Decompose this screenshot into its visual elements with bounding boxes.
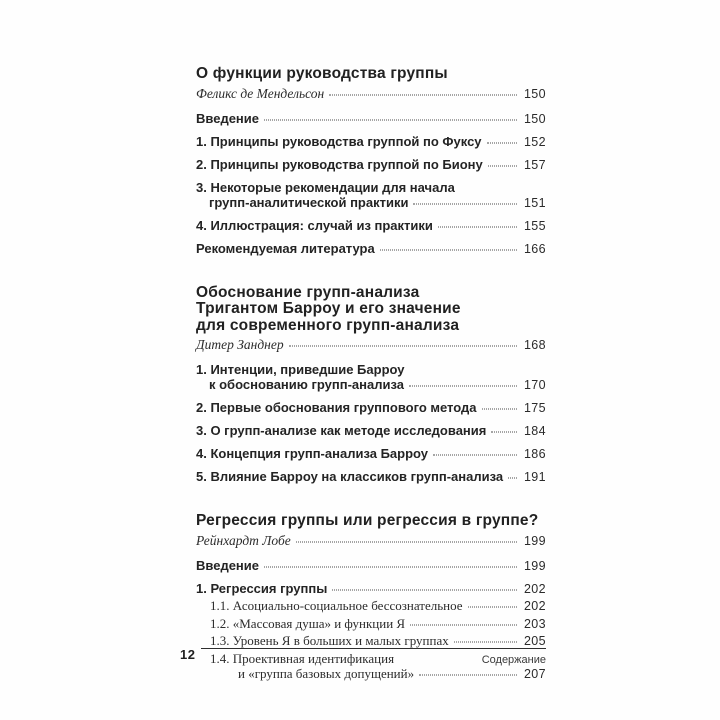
toc-entry xyxy=(196,469,546,485)
toc-entry xyxy=(196,616,546,632)
dot-leader xyxy=(419,674,517,675)
toc-entry-line xyxy=(196,581,546,597)
section-author-row xyxy=(196,86,546,102)
entry-text: Рекомендуемая литература xyxy=(196,240,375,256)
section-title-line: О функции руководства группы xyxy=(196,65,448,82)
page-number: 202 xyxy=(523,581,546,596)
author-name: Феликс де Мендельсон xyxy=(196,85,325,101)
section-title xyxy=(196,513,546,530)
dot-leader xyxy=(468,607,517,608)
toc-entry xyxy=(196,180,546,211)
entry-text: групп-аналитической практики xyxy=(209,194,409,210)
toc-entry xyxy=(196,134,546,150)
dot-leader xyxy=(296,541,517,542)
page-number: 166 xyxy=(523,241,546,256)
section-title-line: Обоснование групп-анализа xyxy=(196,283,420,301)
dot-leader xyxy=(482,409,518,410)
page-number: 184 xyxy=(523,424,546,438)
page-number: 175 xyxy=(523,401,546,415)
page-number: 150 xyxy=(523,86,546,101)
page-number: 150 xyxy=(523,111,546,126)
toc-entry-line xyxy=(196,218,546,234)
toc-entry-line xyxy=(196,157,546,173)
toc-entry-line xyxy=(196,134,546,150)
dot-leader xyxy=(289,346,517,347)
toc-entry-line xyxy=(196,362,546,377)
entry-text: 1.4. Проективная идентификация xyxy=(210,650,395,666)
dot-leader xyxy=(413,203,517,204)
entry-text: 4. Концепция групп-анализа Барроу xyxy=(196,446,429,461)
page-number: 157 xyxy=(523,157,546,172)
dot-leader xyxy=(487,142,517,143)
toc-entry xyxy=(196,446,546,462)
toc-entry-line xyxy=(196,180,546,195)
dot-leader xyxy=(438,226,517,227)
entry-text: 1.2. «Массовая душа» и функции Я xyxy=(210,615,406,631)
entry-text: и «группа базовых допущений» xyxy=(238,665,415,681)
section-title-line: Регрессия группы или регрессия в группе? xyxy=(196,512,539,529)
toc-entry-line xyxy=(196,195,546,211)
dot-leader xyxy=(264,566,517,567)
author-name: Рейнхардт Лобе xyxy=(196,532,291,548)
section-author-row xyxy=(196,337,546,353)
page-number: 199 xyxy=(523,533,546,548)
page-number: 186 xyxy=(523,447,546,461)
dot-leader xyxy=(332,589,517,590)
page-number: 170 xyxy=(523,378,546,392)
entry-text: 3. Некоторые рекомендации для начала xyxy=(196,179,455,195)
dot-leader xyxy=(380,249,517,250)
page-number: 205 xyxy=(523,634,546,648)
toc-entry-line xyxy=(210,616,546,632)
dot-leader xyxy=(488,165,517,166)
toc-entry xyxy=(196,111,546,127)
entry-text: 2. Первые обоснования группового метода xyxy=(196,400,477,415)
toc-entry-line xyxy=(196,400,546,416)
dot-leader xyxy=(264,119,517,120)
toc-entry xyxy=(196,423,546,439)
toc-section xyxy=(196,285,546,486)
toc-entry xyxy=(196,362,546,393)
section-author-row xyxy=(196,533,546,549)
toc-entry xyxy=(196,218,546,234)
toc-entry xyxy=(196,400,546,416)
entry-text: 5. Влияние Барроу на классиков групп-анализа xyxy=(196,469,504,484)
dot-leader xyxy=(409,386,517,387)
toc-sections xyxy=(196,66,546,682)
section-title xyxy=(196,66,546,83)
entry-text: Введение xyxy=(196,110,259,126)
page-number: 203 xyxy=(523,616,546,631)
page-number: 191 xyxy=(523,470,546,484)
page-number: 199 xyxy=(523,558,546,573)
entry-text: 1. Интенции, приведшие Барроу xyxy=(196,362,405,377)
toc-entry xyxy=(196,598,546,614)
entry-text: 1. Регрессия группы xyxy=(196,580,328,596)
page-number: 168 xyxy=(523,338,546,352)
toc-entry-line xyxy=(196,469,546,485)
entry-text: 1.3. Уровень Я в больших и малых группах xyxy=(210,633,449,648)
page-number: 202 xyxy=(523,599,546,613)
folio-page-number: 12 xyxy=(180,647,196,662)
dot-leader xyxy=(329,94,517,95)
footer-running-title: Содержание xyxy=(481,654,546,666)
author-name: Дитер Занднер xyxy=(196,337,284,352)
entry-text: 1. Принципы руководства группой по Фуксу xyxy=(196,133,482,149)
page-number: 155 xyxy=(523,218,546,233)
entry-text: 2. Принципы руководства группой по Биону xyxy=(196,156,483,172)
toc-entry-line xyxy=(196,241,546,257)
toc-entry xyxy=(196,558,546,574)
toc-section xyxy=(196,66,546,257)
entry-text: 4. Иллюстрация: случай из практики xyxy=(196,217,433,233)
dot-leader xyxy=(491,432,517,433)
entry-text: к обоснованию групп-анализа xyxy=(209,377,405,392)
toc-entry-line xyxy=(196,377,546,393)
entry-text: 3. О групп-анализе как методе исследования xyxy=(196,423,487,438)
dot-leader xyxy=(508,478,517,479)
dot-leader xyxy=(433,455,517,456)
toc-entry xyxy=(196,157,546,173)
toc-entry xyxy=(196,581,546,597)
page-number: 152 xyxy=(523,134,546,149)
toc-entry xyxy=(196,241,546,257)
entry-text: 1.1. Асоциально-социальное бессознательное xyxy=(210,598,463,613)
footer-rule xyxy=(201,648,546,649)
page-footer xyxy=(180,646,546,672)
dot-leader xyxy=(410,624,517,625)
entry-text: Введение xyxy=(196,557,259,573)
dot-leader xyxy=(454,642,517,643)
page-number: 151 xyxy=(523,195,546,210)
section-title-line: Тригантом Барроу и его значение xyxy=(196,300,461,317)
toc-entry-line xyxy=(196,111,546,127)
toc-entry-line xyxy=(196,423,546,439)
section-title-line: для современного групп-анализа xyxy=(196,316,460,334)
toc-entry-line xyxy=(196,446,546,462)
page-number: 207 xyxy=(523,666,546,681)
section-title xyxy=(196,285,546,335)
toc-entry-line xyxy=(196,558,546,574)
toc-entry-line xyxy=(210,598,546,614)
